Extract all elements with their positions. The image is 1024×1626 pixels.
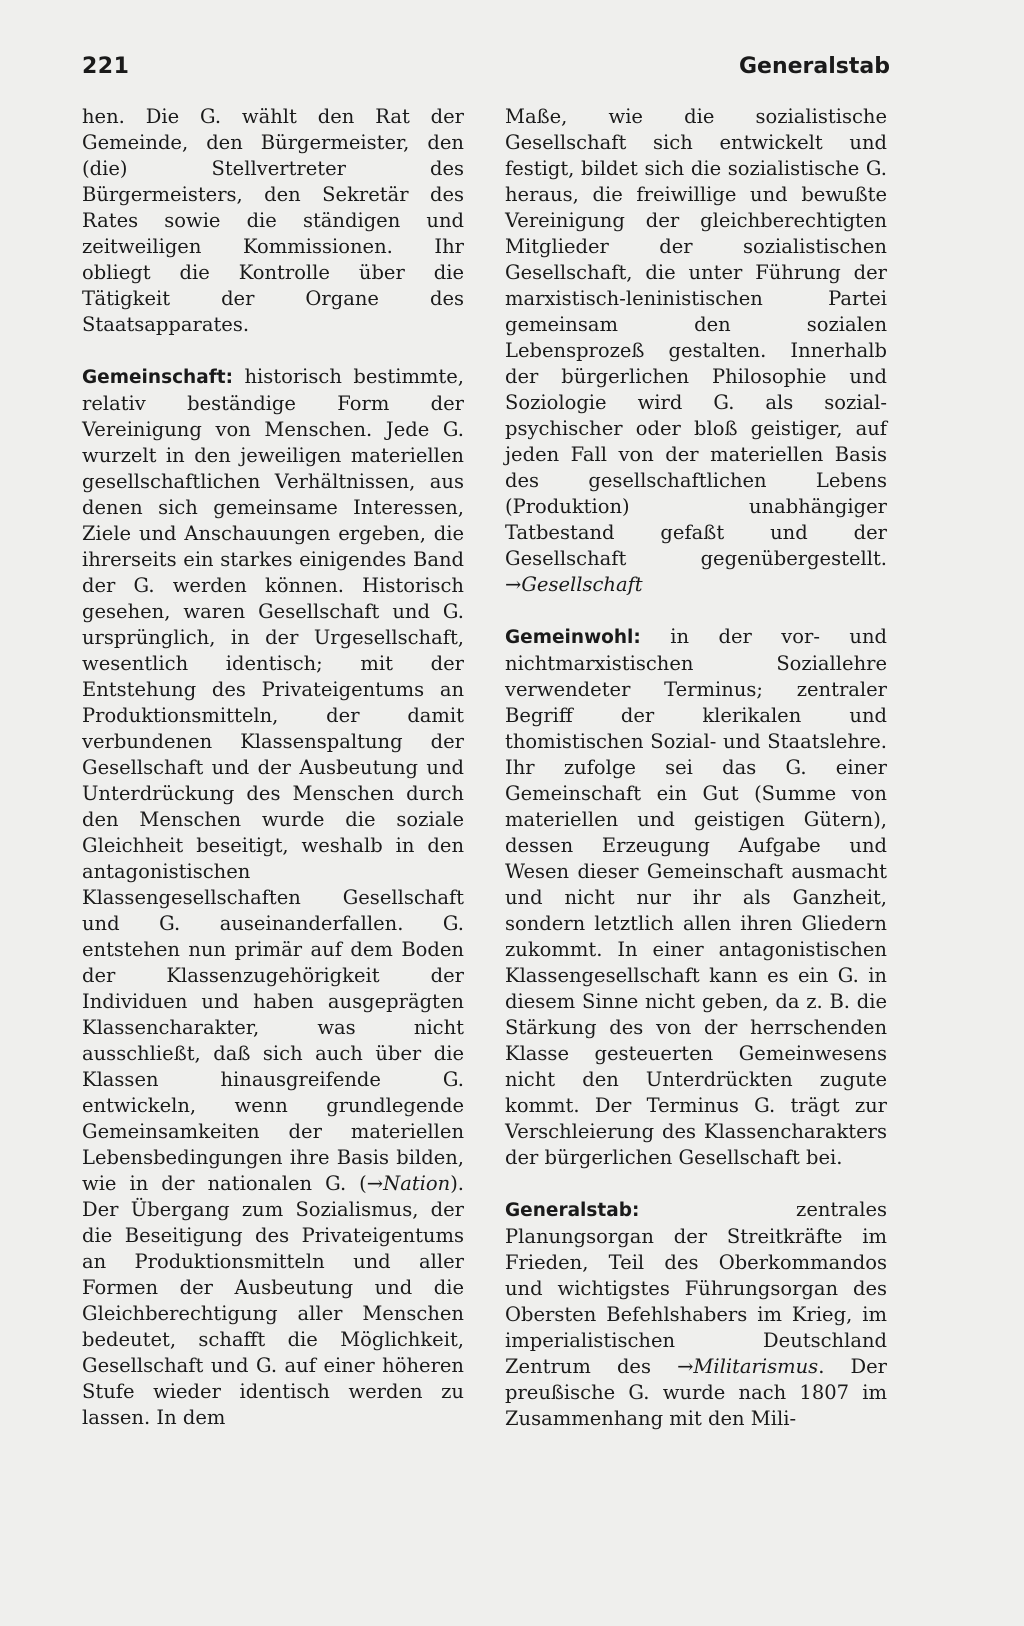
entry-text: Maße, wie die sozialistische Gesellschaft sich entwickelt und festigt, bildet sich die sozialistische G. heraus, die freiwillige und bewußte Vereinigung der gleichberechtigten Mitglieder der sozialistischen Gesellschaft, die unter Führung der marxistisch-leninistischen Partei gemeinsam den sozialen Lebensprozeß gestalten. Innerhalb der bürgerlichen Philosophie und Soziologie wird G. als sozial-psychischer oder bloß geistiger, auf jeden Fall von der materiellen Basis des gesellschaftlichen Lebens (Produktion) unabhängiger Tatbestand gefaßt und der Gesellschaft gegenübergestellt. xyxy=(505,105,887,570)
cross-reference: Gesellschaft xyxy=(521,573,643,596)
cross-reference: Nation xyxy=(383,1172,451,1195)
arrow-icon: → xyxy=(366,1172,384,1195)
entry-gemeinschaft xyxy=(82,364,464,1431)
entry-gemeinwohl xyxy=(505,624,887,1171)
left-column xyxy=(82,104,464,1431)
running-head: Generalstab xyxy=(738,54,890,79)
entry-text: ). Der Übergang zum Sozialismus, der die Beseitigung des Privateigentums an Produktionsmitteln und aller Formen der Ausbeutung und die Gleichberechtigung aller Menschen bedeutet, schafft die Möglichkeit, Gesellschaft und G. auf einer höheren Stufe wieder identisch werden zu lassen. In dem xyxy=(82,1172,464,1429)
entry-generalstab xyxy=(505,1197,887,1432)
entry-term: Generalstab: xyxy=(505,1200,640,1221)
entry-text: historisch bestimmte, relativ beständige Form der Vereinigung von Menschen. Jede G. wurzelt in den jeweiligen materiellen gesellschaftlichen Verhältnissen, aus denen sich gemeinsame Interessen, Ziele und Anschauungen ergeben, die ihrerseits ein starkes einigendes Band der G. werden können. Historisch gesehen, waren Gesellschaft und G. ursprünglich, in der Urgesellschaft, wesentlich identisch; mit der Entstehung des Privateigentums an Produktionsmitteln, der damit verbundenen Klassenspaltung der Gesellschaft und der Ausbeutung und Unterdrückung des Menschen durch den Menschen wurde die soziale Gleichheit beseitigt, weshalb in den antagonistischen Klassengesellschaften Gesellschaft und G. auseinanderfallen. G. entstehen nun primär auf dem Boden der Klassenzugehörigkeit der Individuen und haben ausgeprägten Klassencharakter, was nicht ausschließt, daß sich auch über die Klassen hinausgreifende G. entwickeln, wenn grundlegende Gemeinsamkeiten der materiellen Lebensbedingungen ihre Basis bilden, wie in der nationalen G. ( xyxy=(82,365,464,1195)
arrow-icon: → xyxy=(505,573,522,596)
entry-term: Gemeinwohl: xyxy=(505,627,641,648)
cross-reference: Militarismus xyxy=(693,1355,819,1378)
continuation-paragraph: hen. Die G. wählt den Rat der Gemeinde, den Bürgermeister, den (die) Stellvertreter des Bürgermeisters, den Sekretär des Rates sowie die ständigen und zeitweiligen Kommissionen. Ihr obliegt die Kontrolle über die Tätigkeit der Organe des Staatsapparates. xyxy=(82,105,464,336)
continuation-paragraph xyxy=(505,104,887,598)
entry-text: . Der preußische G. wurde nach 1807 im Zusammenhang mit den Mili- xyxy=(505,1355,887,1430)
arrow-icon: → xyxy=(677,1355,694,1378)
right-column xyxy=(505,104,887,1432)
entry-text: in der vor- und nichtmarxistischen Soziallehre verwendeter Terminus; zentraler Begriff der klerikalen und thomistischen Sozial- und Staatslehre. Ihr zufolge sei das G. einer Gemeinschaft ein Gut (Summe von materiellen und geistigen Gütern), dessen Erzeugung Aufgabe und Wesen dieser Gemeinschaft ausmacht und nicht nur ihr als Ganzheit, sondern letztlich allen ihren Gliedern zukommt. In einer antagonistischen Klassengesellschaft kann es ein G. in diesem Sinne nicht geben, da z. B. die Stärkung des von der herrschenden Klasse gesteuerten Gemeinwesens nicht den Unterdrückten zugute kommt. Der Terminus G. trägt zur Verschleierung des Klassencharakters der bürgerlichen Gesellschaft bei. xyxy=(505,625,887,1169)
entry-term: Gemeinschaft: xyxy=(82,367,233,388)
entry-text: zentrales Planungsorgan der Streitkräfte im Frieden, Teil des Oberkommandos und wichtigstes Führungsorgan des Obersten Befehlshabers im Krieg, im imperialistischen Deutschland Zentrum des xyxy=(505,1198,887,1378)
page-number: 221 xyxy=(82,54,130,79)
